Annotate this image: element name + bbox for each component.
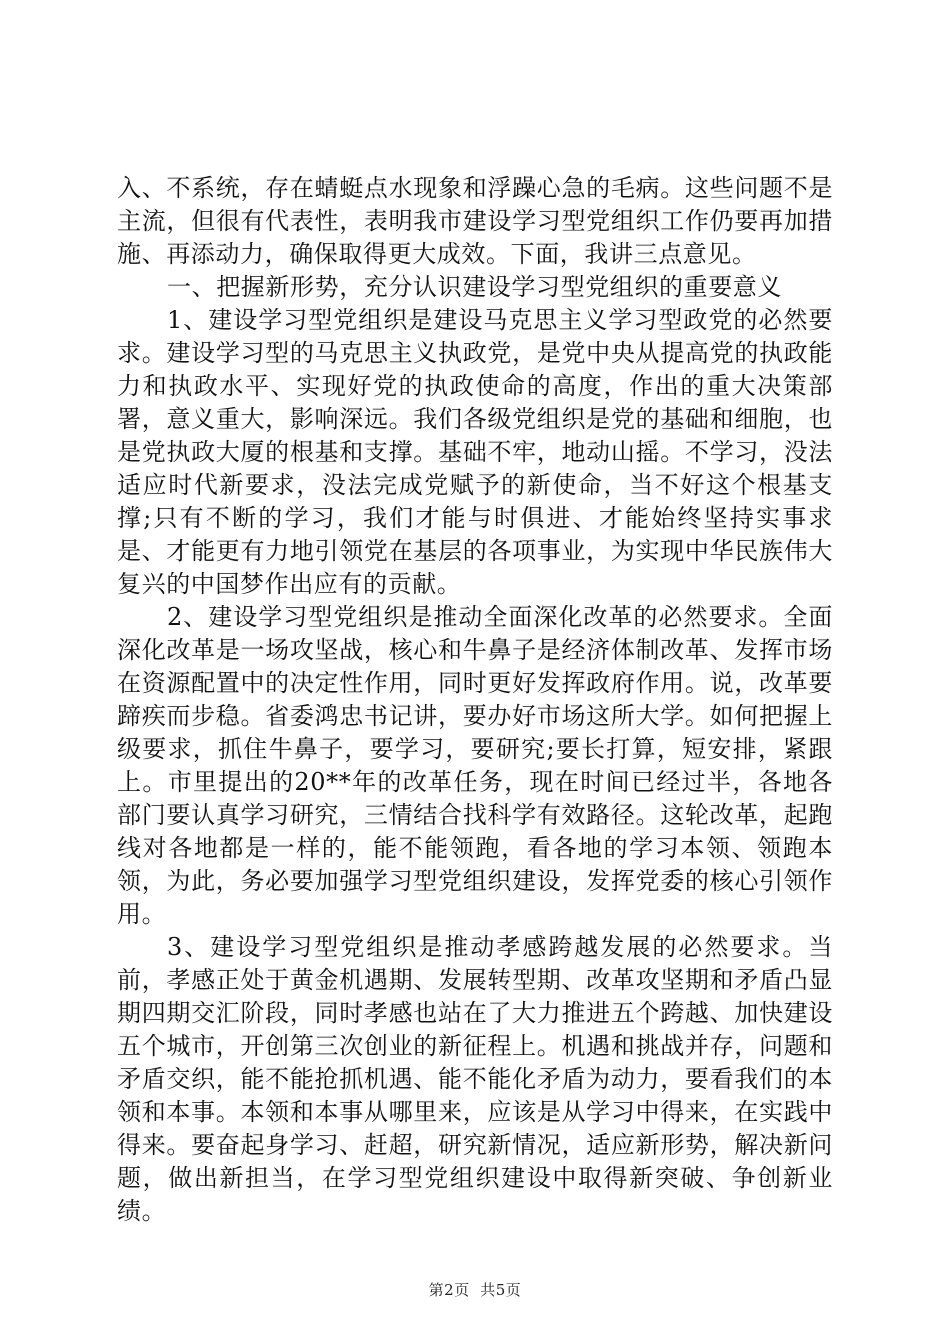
paragraph-continued: 入、不系统，存在蜻蜓点水现象和浮躁心急的毛病。这些问题不是主流，但很有代表性，表明我市建设学习型党组织工作仍要再加措施、再添动力，确保取得更大成效。下面，我讲三点意见。	[117, 174, 833, 268]
page-number: 第2页	[428, 1281, 470, 1299]
paragraph-point-1: 1、建设学习型党组织是建设马克思主义学习型政党的必然要求。建设学习型的马克思主义执政党，是党中央从提高党的执政能力和执政水平、实现好党的执政使命的高度，作出的重大决策部署，意义重大，影响深远。我们各级党组织是党的基础和细胞，也是党执政大厦的根基和支撑。基础不牢，地动山摇。不学习，没法适应时代新要求，没法完成党赋予的新使命，当不好这个根基支撑;只有不断的学习，我们才能与时俱进、才能始终坚持实事求是、才能更有力地引领党在基层的各项事业，为实现中华民族伟大复兴的中国梦作出应有的贡献。	[117, 306, 833, 598]
page-total: 共5页	[480, 1281, 522, 1299]
paragraph-point-3: 3、建设学习型党组织是推动孝感跨越发展的必然要求。当前，孝感正处于黄金机遇期、发展转型期、改革攻坚期和矛盾凸显期四期交汇阶段，同时孝感也站在了大力推进五个跨越、加快建设五个城市，开创第三次创业的新征程上。机遇和挑战并存，问题和矛盾交织，能不能抢抓机遇、能不能化矛盾为动力，要看我们的本领和本事。本领和本事从哪里来，应该是从学习中得来，在实践中得来。要奋起身学习、赶超，研究新情况，适应新形势，解决新问题，做出新担当，在学习型党组织建设中取得新突破、争创新业绩。	[117, 933, 833, 1225]
footer-spacer	[470, 1281, 481, 1299]
paragraph-point-2: 2、建设学习型党组织是推动全面深化改革的必然要求。全面深化改革是一场攻坚战，核心和牛鼻子是经济体制改革、发挥市场在资源配置中的决定性作用，同时更好发挥政府作用。说，改革要蹄疾而步稳。省委鸿忠书记讲，要办好市场这所大学。如何把握上级要求，抓住牛鼻子，要学习，要研究;要长打算，短安排，紧跟上。市里提出的20**年的改革任务，现在时间已经过半，各地各部门要认真学习研究，三情结合找科学有效路径。这轮改革，起跑线对各地都是一样的，能不能领跑，看各地的学习本领、领跑本领，为此，务必要加强学习型党组织建设，发挥党委的核心引领作用。	[117, 603, 833, 928]
page-footer	[0, 1279, 950, 1300]
document-body	[117, 172, 833, 1228]
section-heading: 一、把握新形势，充分认识建设学习型党组织的重要意义	[167, 273, 782, 301]
